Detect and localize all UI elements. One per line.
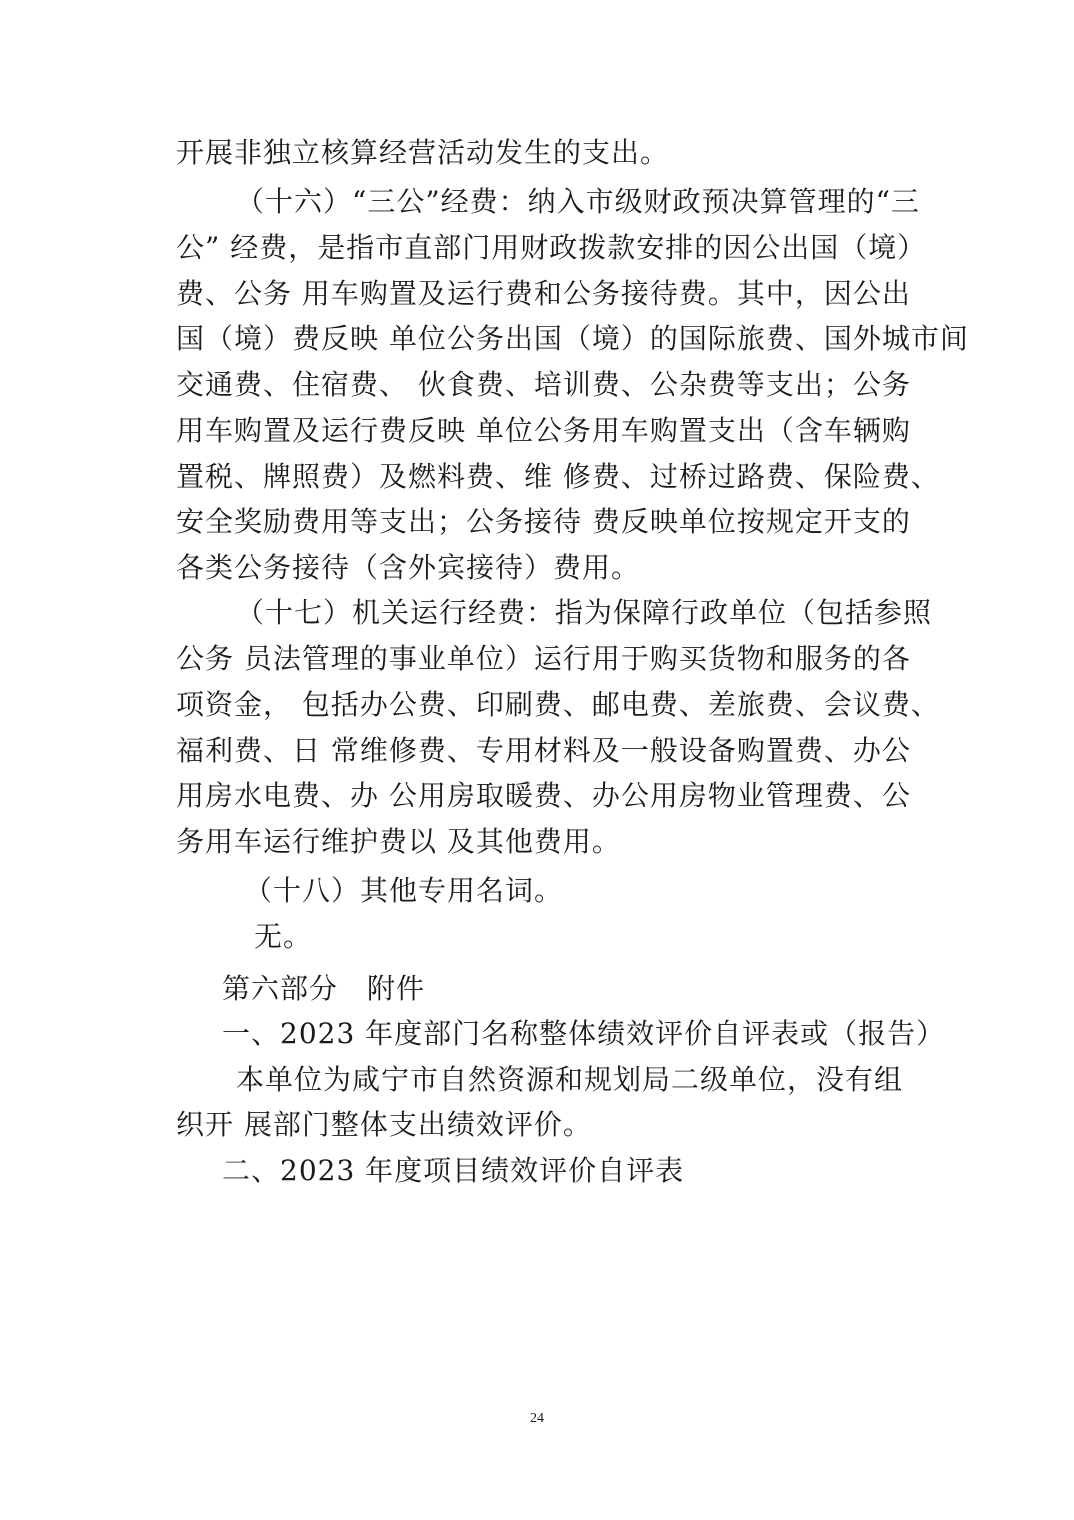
body-line-1: 开展非独立核算经营活动发生的支出。 (176, 136, 670, 169)
body-line-18: 无。 (254, 920, 313, 953)
attachment-one-heading: 一、2023 年度部门名称整体绩效评价自评表或（报告） (222, 1017, 946, 1050)
body-line-3: 公” 经费，是指市直部门用财政拨款安排的因公出国（境） (176, 231, 927, 264)
body-line-14: 福利费、日 常维修费、专用材料及一般设备购置费、办公 (176, 734, 911, 767)
body-line-22: 织开 展部门整体支出绩效评价。 (176, 1108, 592, 1141)
body-line-12: 公务 员法管理的事业单位）运行用于购买货物和服务的各 (176, 642, 911, 675)
body-line-6: 交通费、住宿费、 伙食费、培训费、公杂费等支出；公务 (176, 368, 911, 401)
body-line-7: 用车购置及运行费反映 单位公务用车购置支出（含车辆购 (176, 414, 911, 447)
section-six-heading: 第六部分 附件 (222, 972, 426, 1005)
body-line-10: 各类公务接待（含外宾接待）费用。 (176, 551, 641, 584)
body-line-13: 项资金， 包括办公费、印刷费、邮电费、差旅费、会议费、 (176, 688, 940, 721)
body-line-4: 费、公务 用车购置及运行费和公务接待费。其中，因公出 (176, 277, 911, 310)
body-line-16: 务用车运行维护费以 及其他费用。 (176, 825, 621, 858)
paragraph-sixteen-heading: （十六）“三公”经费：纳入市级财政预决算管理的“三 (236, 185, 920, 218)
body-line-15: 用房水电费、办 公用房取暖费、办公用房物业管理费、公 (176, 779, 911, 812)
page-number: 24 (530, 1411, 544, 1426)
body-line-9: 安全奖励费用等支出；公务接待 费反映单位按规定开支的 (176, 505, 911, 538)
paragraph-seventeen-heading: （十七）机关运行经费：指为保障行政单位（包括参照 (236, 596, 933, 629)
attachment-two-heading: 二、2023 年度项目绩效评价自评表 (222, 1154, 685, 1187)
body-line-21: 本单位为咸宁市自然资源和规划局二级单位，没有组 (236, 1063, 904, 1096)
paragraph-eighteen-heading: （十八）其他专用名词。 (244, 874, 564, 907)
body-line-5: 国（境）费反映 单位公务出国（境）的国际旅费、国外城市间 (176, 322, 969, 355)
body-line-8: 置税、牌照费）及燃料费、维 修费、过桥过路费、保险费、 (176, 460, 940, 493)
